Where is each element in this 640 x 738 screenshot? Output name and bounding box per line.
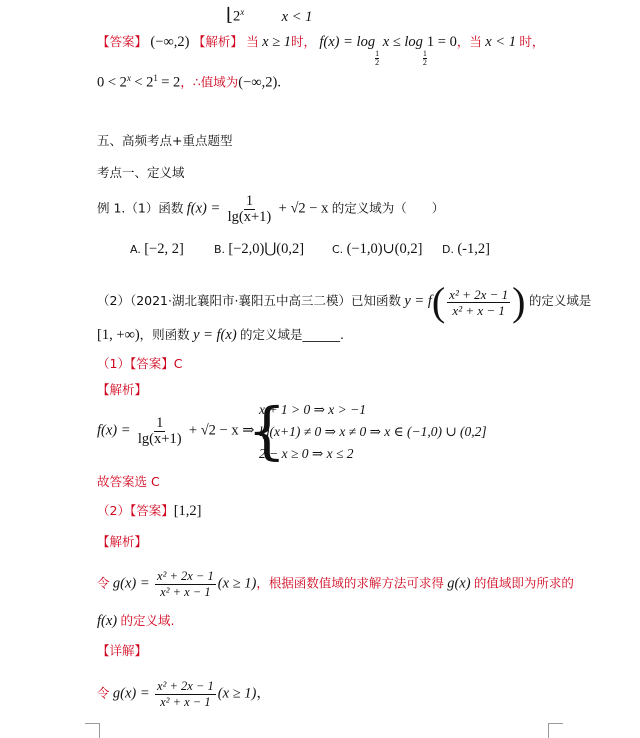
frac-den: x² + x − 1	[160, 695, 211, 709]
system-row-2: lg(x+1) ≠ 0 ⇒ x ≠ 0 ⇒ x ∈ (−1,0) ∪ (0,2]	[259, 424, 487, 439]
answer-tag: （2）【答案】	[97, 503, 174, 518]
frac-den: lg(x+1)	[227, 209, 272, 225]
option-letter: A.	[130, 243, 141, 256]
text: 时，	[519, 34, 545, 49]
frag-cond: x < 1	[281, 8, 313, 25]
solution-1-answer: （1）【答案】C	[97, 356, 183, 371]
solution-2-answer	[97, 502, 202, 520]
let-text: 令	[97, 575, 110, 591]
log-expr-2: x ≤ log	[382, 34, 423, 50]
system-row-3: 2 − x ≥ 0 ⇒ x ≤ 2	[259, 446, 354, 461]
example-2: （2）（2021·湖北襄阳市·襄阳五中高三二模）已知函数 y = f( $\frac{\text{x² + 2x − 1}}{\text{x² + x − 1}}$ ) 的定义域是	[97, 279, 592, 324]
log-expr: f(x) = log	[319, 34, 376, 50]
frac-num: 1	[245, 193, 254, 209]
frac-num: x² + 2x − 1	[157, 679, 214, 693]
func: y = f(x)	[193, 327, 237, 343]
sup: x	[126, 73, 131, 83]
answer-line	[97, 33, 544, 67]
text: ，当	[456, 34, 482, 49]
example-suffix: 的定义域为（ ）	[331, 200, 445, 216]
answer-tag: 【答案】	[97, 34, 148, 49]
frac-num: x² + 2x − 1	[449, 286, 509, 302]
comma: ，	[256, 685, 271, 702]
frac-num: x² + 2x − 1	[157, 569, 214, 583]
range-text: ，∴值域为	[180, 74, 239, 90]
option-value: (−1,0)∪(0,2]	[346, 241, 423, 257]
range: [1, +∞)	[97, 327, 140, 343]
condition: (x ≥ 1)	[217, 685, 257, 702]
solution-2-analysis-line-2	[97, 612, 174, 630]
let-text: 令	[97, 685, 110, 701]
page-corner-mark-right	[548, 723, 563, 738]
example-prefix: （2）（2021·湖北襄阳市·襄阳五中高三二模）已知函数	[97, 293, 401, 309]
option-value: (-1,2]	[457, 241, 490, 257]
text: 的值域即为所求的	[473, 575, 574, 591]
option-letter: D.	[442, 243, 454, 256]
section-title: 五、高频考点+重点题型	[97, 133, 233, 148]
prev-case-fragment	[226, 3, 312, 26]
frac-den: x² + x − 1	[160, 585, 211, 599]
text: 当	[246, 34, 259, 49]
solution-2-detail	[97, 679, 271, 710]
key-point-title: 考点一、定义域	[97, 165, 185, 180]
solution-1-conclusion: 故答案选 C	[97, 474, 160, 489]
ineq-2: < 2	[134, 74, 154, 91]
log-eq: 1 = 0	[426, 34, 457, 50]
example-suffix: 的定义域是	[528, 293, 592, 309]
example-prefix: 例 1.（1）函数	[97, 200, 184, 216]
frag-func: 2	[233, 8, 241, 25]
frac-den: x² + x − 1	[452, 302, 505, 318]
text: 的定义域是______.	[240, 327, 345, 342]
option-value: [−2, 2]	[144, 241, 184, 257]
sup-2: 1	[153, 73, 158, 83]
option-value: [−2,0)⋃(0,2]	[228, 241, 305, 257]
solution-2-detail-tag: 【详解】	[97, 643, 148, 658]
condition: x ≥ 1	[262, 34, 291, 50]
range-value: (−∞,2)	[238, 74, 278, 91]
option-b[interactable]	[214, 240, 304, 259]
eq: = 2	[161, 74, 181, 91]
option-d[interactable]	[442, 240, 490, 259]
option-letter: B.	[214, 243, 226, 256]
frac-den: lg(x+1)	[137, 431, 182, 447]
solution-2-analysis-tag: 【解析】	[97, 534, 148, 549]
condition-2: x < 1	[485, 34, 516, 50]
solution-2-analysis	[97, 569, 574, 600]
f-func: f(x)	[97, 613, 118, 629]
log-base-den: 2	[375, 58, 380, 67]
option-c[interactable]	[332, 240, 422, 259]
answer-line-2	[97, 69, 281, 92]
text: ，根据函数值域的求解方法可求得	[256, 575, 444, 591]
inequality-system	[247, 394, 487, 467]
system-row-1: x + 1 > 0 ⇒ x > −1	[259, 402, 366, 417]
sqrt-term: + √2 − x ⇒	[188, 422, 255, 439]
g-lhs: g(x) =	[112, 575, 150, 592]
frac-num: 1	[156, 415, 164, 431]
period: .	[277, 74, 281, 91]
example-2-line-2	[97, 326, 344, 344]
g-func: g(x)	[447, 575, 471, 592]
solution-1-analysis-tag: 【解析】	[97, 382, 148, 397]
func-lhs: y = f	[404, 293, 432, 310]
log-base-num-2: 1	[422, 49, 427, 58]
text: 时，	[291, 34, 317, 49]
option-letter: C.	[332, 243, 344, 256]
log-base-num: 1	[375, 49, 380, 58]
log-base-den-2: 2	[422, 58, 427, 67]
answer-value: [1,2]	[173, 503, 202, 519]
system-brace: {	[247, 394, 287, 467]
brace-fragment: ⌊	[226, 4, 234, 25]
condition: (x ≥ 1)	[217, 575, 257, 592]
func-lhs: f(x) =	[97, 422, 131, 439]
analysis-tag: 【解析】	[192, 34, 243, 49]
example-1	[97, 194, 444, 225]
sqrt-term: + √2 − x	[278, 200, 329, 217]
ineq: 0 < 2	[97, 74, 127, 91]
solution-1-formula	[97, 416, 254, 447]
func-lhs: f(x) =	[186, 200, 221, 217]
text: 的定义域.	[120, 613, 175, 628]
option-a[interactable]	[130, 240, 184, 259]
frag-sup: x	[240, 7, 245, 17]
text: ，则函数	[139, 327, 190, 342]
answer-value: (−∞,2)	[150, 34, 190, 50]
g-lhs: g(x) =	[112, 685, 150, 702]
page-corner-mark-left	[85, 723, 100, 738]
